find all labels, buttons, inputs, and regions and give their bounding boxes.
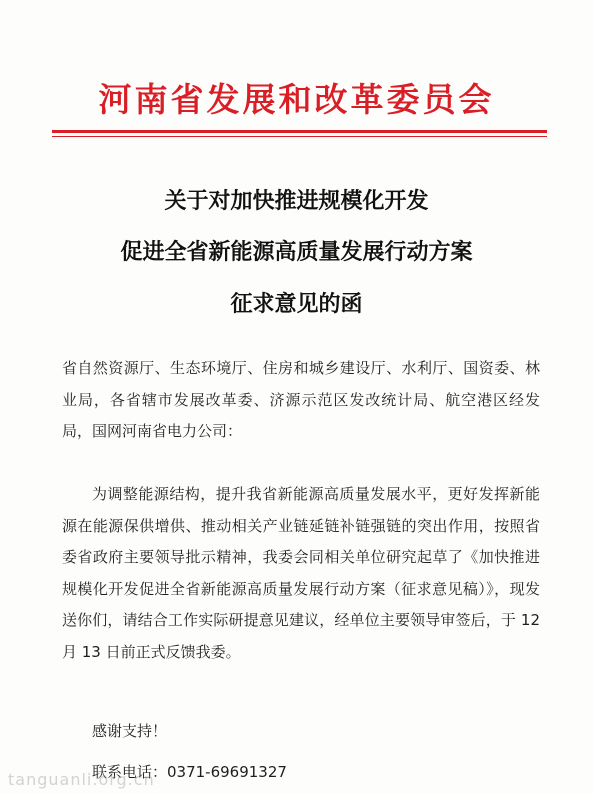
letterhead-rule-thin <box>52 136 547 137</box>
document-title-line-2: 促进全省新能源高质量发展行动方案 <box>120 239 473 265</box>
body-paragraph: 为调整能源结构，提升我省新能源高质量发展水平，更好发挥新能源在能源保供增供、推动相关产业链延链补链强链的突出作用，按照省委省政府主要领导批示精神，我委会同相关单位研究起草了《加快推进规模化开发促进全省新能源高质量发展行动方案（征求意见稿）》，现发送你们，请结合工作实际研提意见建议，经单位主要领导审签后，于 12 月 13 日前正式反馈我委。 <box>62 485 540 661</box>
thanks-line: 感谢支持！ <box>92 722 168 740</box>
document-title-line-3: 征求意见的函 <box>230 291 363 317</box>
contact-phone-line: 联系电话：0371-69691327 <box>92 763 287 781</box>
addressee-paragraph: 省自然资源厅、生态环境厅、住房和城乡建设厅、水利厅、国资委、林业局，各省辖市发展改革委、济源示范区发改统计局、航空港区经发局，国网河南省电力公司： <box>62 359 540 440</box>
letterhead-rule-thick <box>52 130 547 133</box>
document-title-line-1: 关于对加快推进规模化开发 <box>164 188 429 214</box>
letterhead-title: 河南省发展和改革委员会 <box>98 80 495 119</box>
watermark: tanguanli.org.cn <box>8 770 155 789</box>
